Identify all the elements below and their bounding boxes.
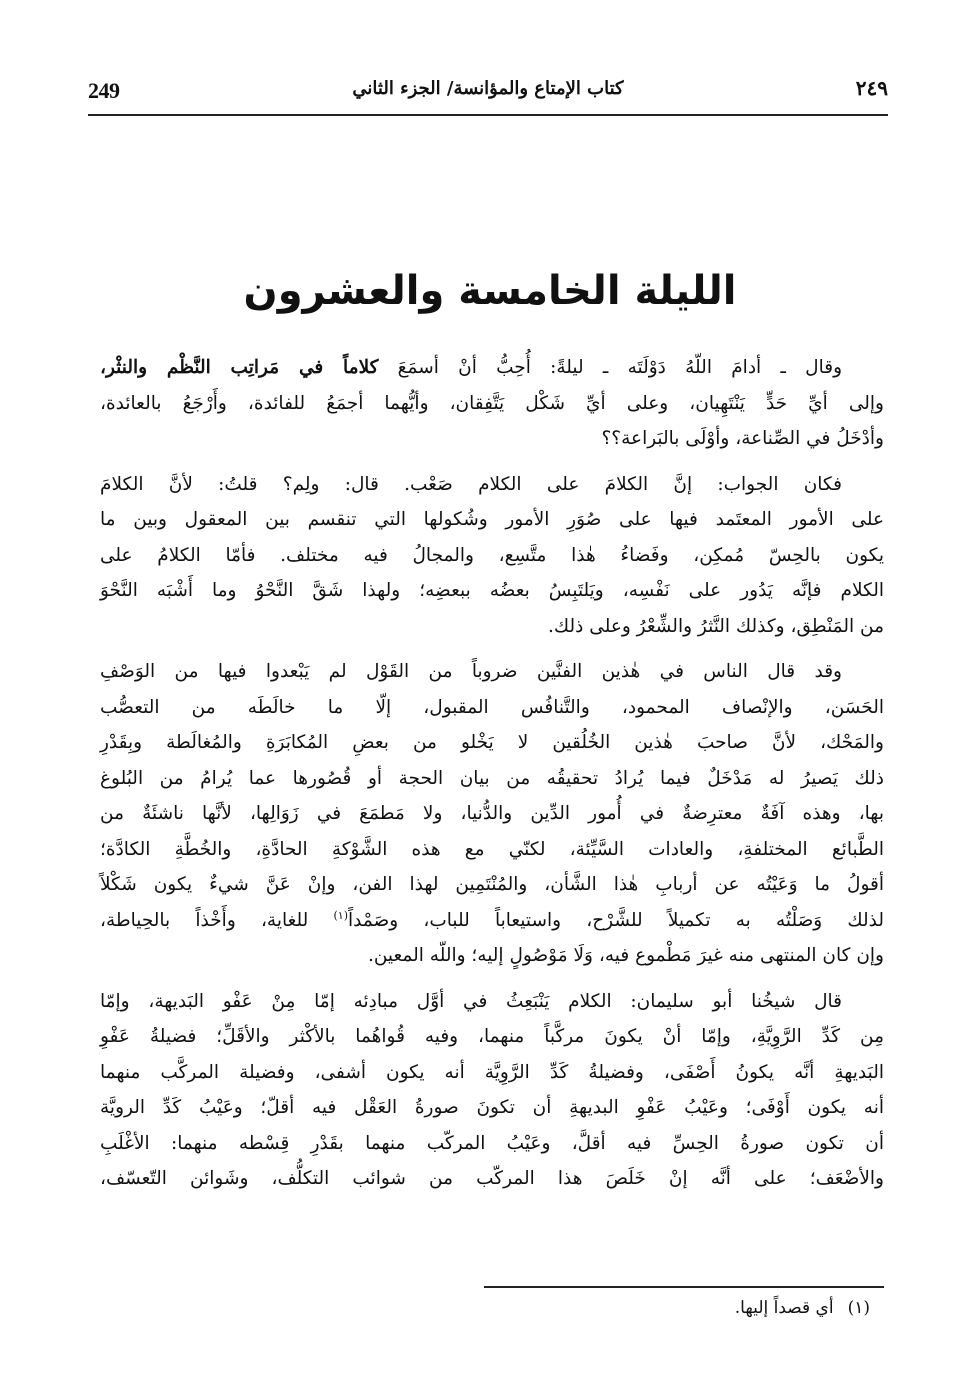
text-line [100,903,884,939]
text-line [100,350,884,386]
text-line: قال شيخُنا أبو سليمان: الكلام يَنْبَعِثُ في أوَّل مبادِئه إمّا مِنْ عَفْو البَديهة، وإمّا [100,990,842,1012]
body-text [100,350,884,1207]
text-line: الطَّبائع المختلفةِ، والعادات السَّيِّئة، لكنّي مع هذه الشَّوْكةِ الحادَّةِ، والخُطَّةِ الكادَّة؛ [100,838,884,860]
text-line: والأضْعَف؛ على أنَّه إنْ خَلَصَ هذا المركّب من شوائب التكلُّف، وشَوائن التّعسّف، [100,1168,884,1189]
page-number-latin: 249 [88,78,120,103]
text-line: وإن كان المنتهى منه غيرَ مَطْموع فيه، وَلَا مَوْصُولٍ إليه؛ واللّه المعين. [367,945,884,966]
text-line: أقولُ ما وَعَيْتُه عن أربابِ هٰذا الشَّأن، والمُنْتَمِين لهذا الفن، وإنْ عَنَّ شيءٌ يكون شَكْلاً [100,874,884,895]
emphasized-text: كلاماً في مَراتِب النَّظْم والنثْر، [100,357,379,378]
text-line: ذلك يَصيرُ له مَدْخَلٌ فيما يُرادُ تحقيقُه من بيان الحجة أو قُصُورها عما يُرامُ من البُلوغ [100,767,884,789]
footnote-divider [484,1286,884,1288]
text-run: وقال ـ أدامَ اللّهُ دَوْلَتَه ـ ليلةً: أُحِبُّ أنْ أسمَعَ [378,357,842,378]
book-title: كتاب الإمتاع والمؤانسة/ الجزء الثاني [352,78,624,99]
text-line: الكلام فإنَّه يَدُور على نَفْسِه، ويَلتَبِسُ بعضُه ببعضِه؛ ولهذا شَقَّ النَّحْوُ وما أَشْبَه النَّحْوَ [100,580,884,601]
paragraph [100,984,884,1197]
text-line: البَديهةِ أنَّه يكونُ أَصْفَى، وفضيلةُ كَدِّ الرَّوِيَّة أنه يكون أشفى، وفضيلة المركَّب منهما [100,1061,884,1083]
text-line: بها، وهذه آفَةٌ معترِضةٌ في أُمور الدِّين والدُّنيا، ولا مَطمَعَ في زَوَالِها، لأنَّها ناشئَةٌ من [100,803,884,824]
text-line: يكون بالحِسّ مُمكِن، وفَضاءُ هٰذا متَّسِع، والمجالُ فيه مختلف. فأمّا الكلامُ على [100,544,884,566]
paragraph [100,350,884,457]
text-line: الحَسَن، والإنْصاف المحمود، والتَّنافُس المقبول، إلّا ما خالَطَه من التعصُّب [100,696,884,718]
text-line: من المَنْطِق، وكذلك النَّثرُ والشِّعْرُ وعلى ذلك. [548,615,884,637]
footnote-number: (١) [847,1298,870,1318]
page-number-arabic: ٢٤٩ [855,76,888,100]
text-line: مِن كَدِّ الرَّوِيَّةِ، وإمّا أنْ يكونَ مركَّباً منهما، وفيه قُواهُما بالأكْثر والأقَلِّ؛ فضيلةُ عَفْوِ [100,1026,884,1047]
text-line: أنه يكون أَوْفَى؛ وعَيْبُ عَفْوِ البديهةِ أن تكونَ صورةُ العَقْل فيه أقلّ؛ وعَيْبُ كَدِّ الرويَّة [100,1097,884,1118]
text-line: على الأمور المعتَمد فيها على صُوَرِ الأمور وشُكولها التي تنقسم بين المعقول وبين ما [100,509,884,530]
footnote [735,1298,870,1318]
text-line: فكان الجواب: إنَّ الكلامَ على الكلام صَعْب. قال: ولِم؟ قلتُ: لأنَّ الكلامَ [100,473,842,495]
text-line: أن تكون صورةُ الحِسِّ فيه أقلَّ، وعَيْبُ المركّب منهما بقَدْرِ قِسْطه منهما: الأغْلَبِ [100,1132,884,1154]
text-line: والمَحْك، لأنَّ صاحبَ هٰذين الخُلُقين لا يَخْلو من بعضِ المُكابَرَةِ والمُغالَطة وبِقَدْرِ [100,732,884,753]
footnote-text: أي قصداً إليها. [734,1298,834,1318]
footnote-reference[interactable]: (١) [333,908,349,922]
chapter-title: الليلة الخامسة والعشرون [243,268,737,314]
paragraph [100,654,884,974]
text-run: لذلك وَصَلْتُه به تكميلاً للشَّرْح، واستيعاباً للباب، وصَمْداً [348,909,884,931]
text-line: وقد قال الناس في هٰذين الفنَّين ضروباً من القَوْل لم يَبْعدوا فيها من الوَصْفِ [100,661,842,682]
text-line: وأدْخَلُ في الصِّناعة، وأوْلَى بالبَراعة؟؟ [601,428,884,449]
text-line: وإلى أيِّ حَدٍّ يَنْتَهِيان، وعلى أيِّ شَكْل يَتَّفِقان، وأيُّهما أجمَعُ للفائدة، وأَرْجَعُ بالعائدة، [100,392,884,414]
text-run: للغاية، وأَخْذاً بالحِياطة، [100,909,334,931]
running-head [88,74,888,116]
paragraph [100,467,884,645]
